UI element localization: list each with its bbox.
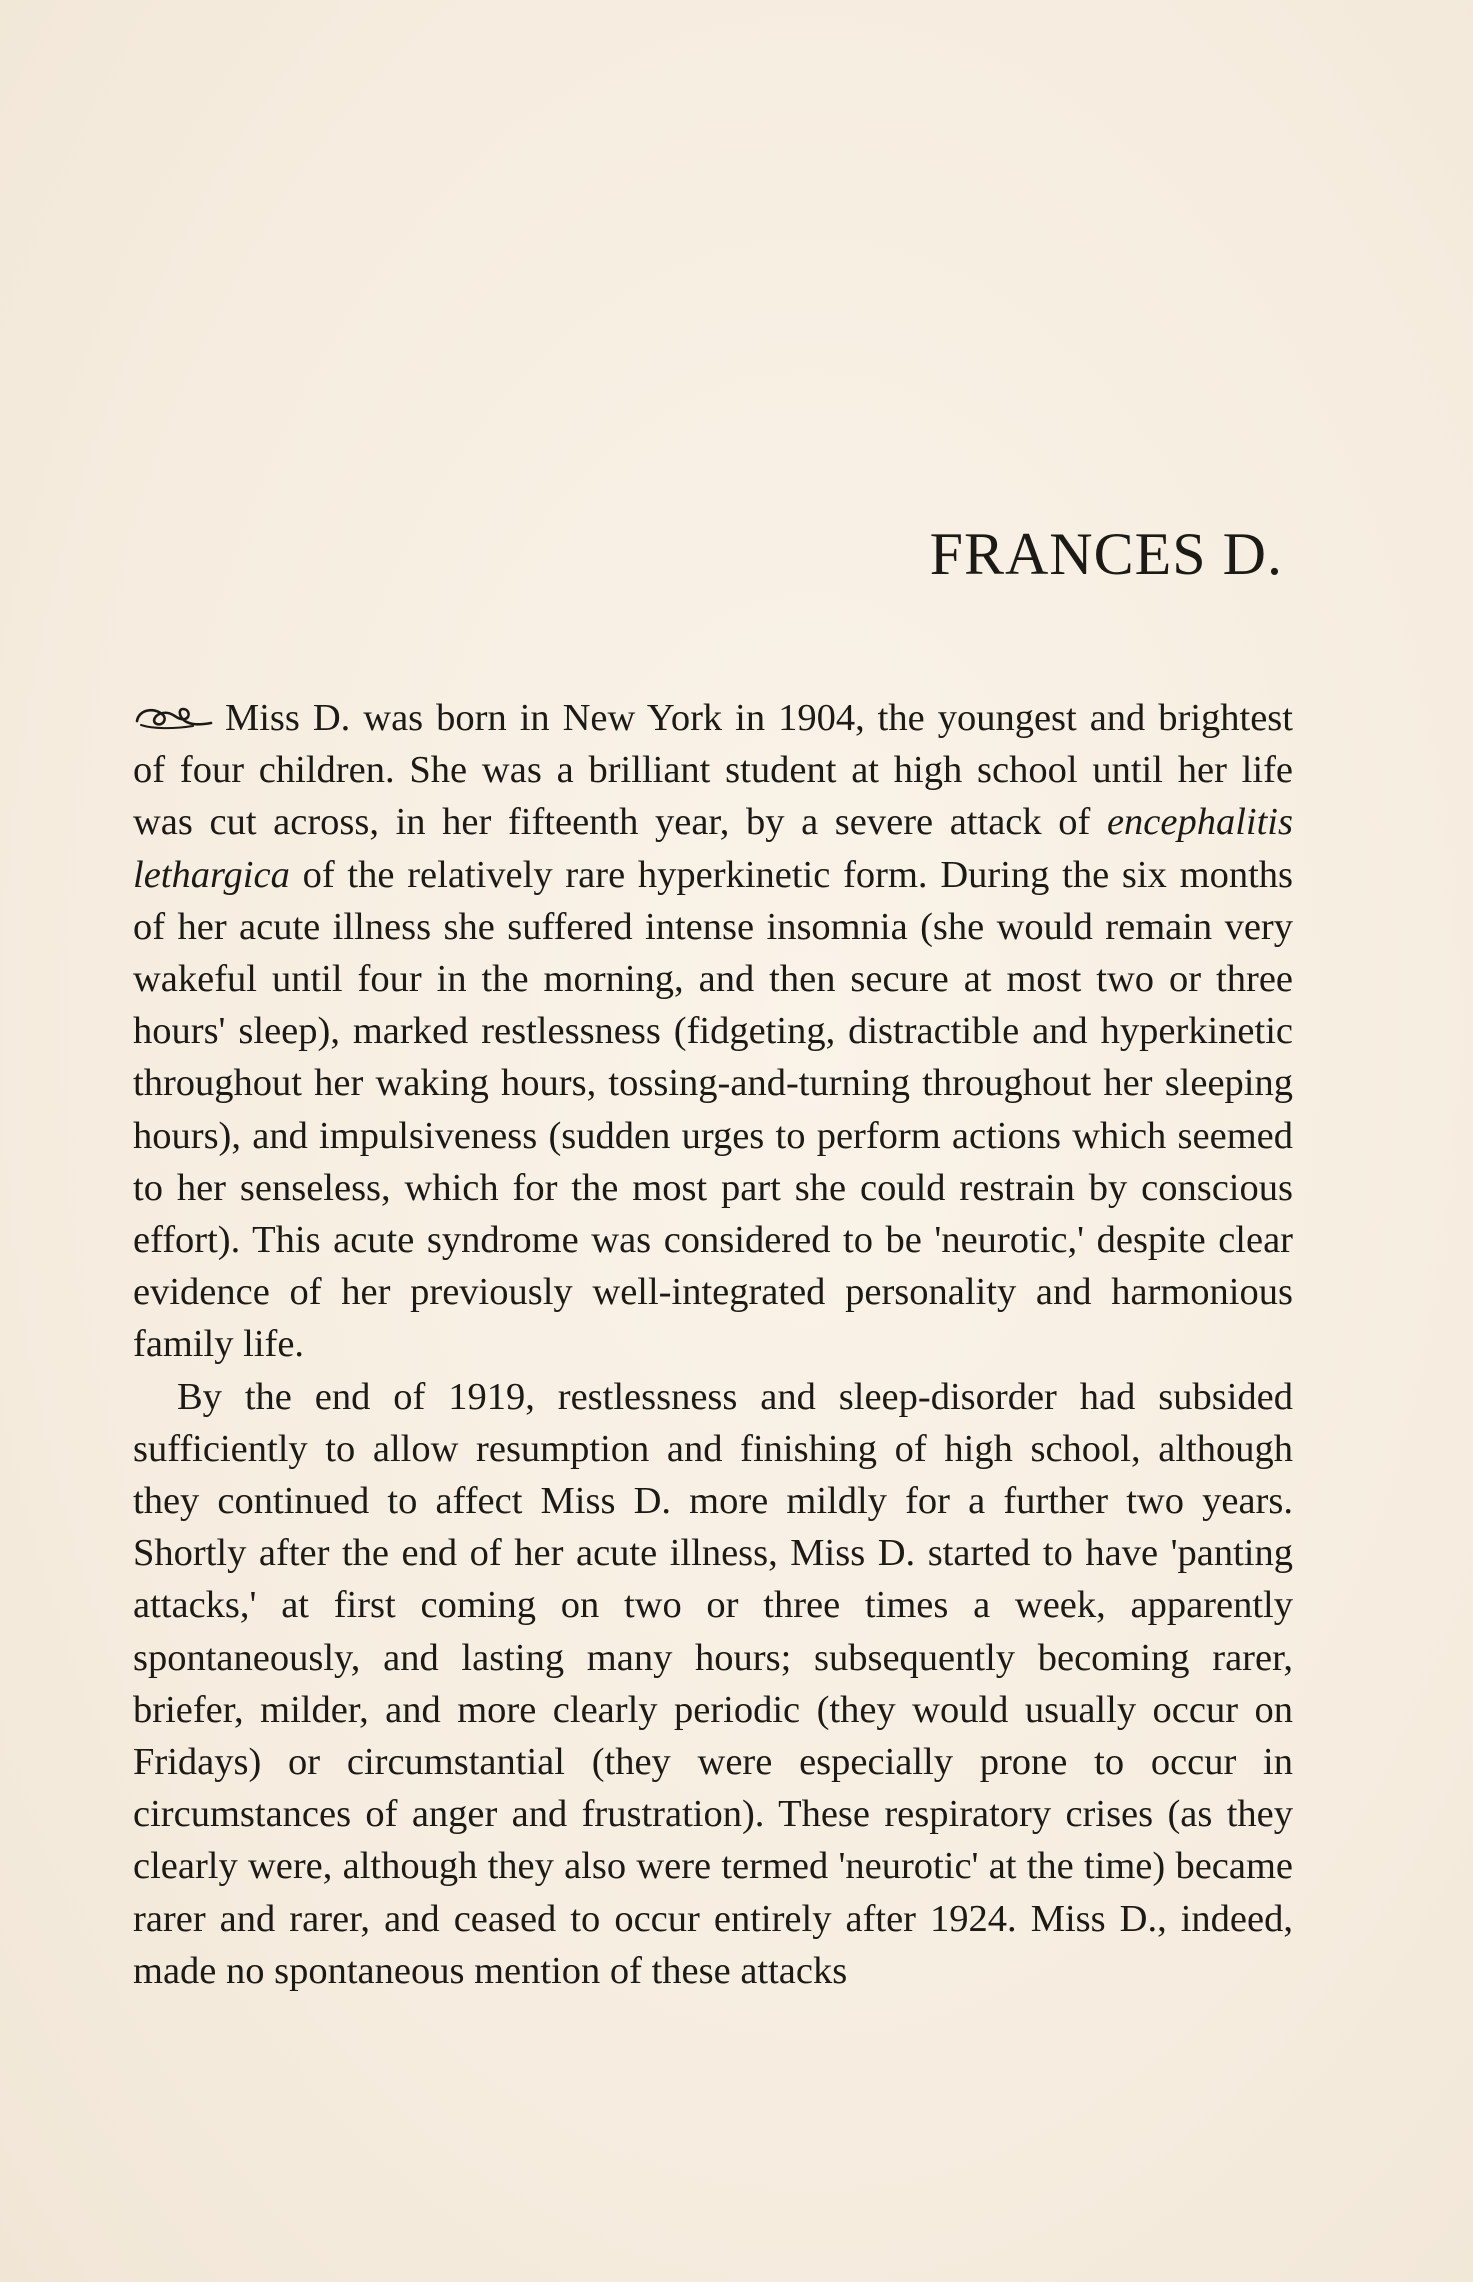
paragraph-1-text-a: Miss D. was born in New York in 1904, the youngest and brightest of four children. She was a brilliant student at high school until her life was cut across, in her fifteenth year, by a severe attack of	[133, 697, 1293, 844]
paragraph-2: By the end of 1919, restlessness and sleep-disorder had subsided sufficiently to allow resumption and finishing of high school, although they continued to affect Miss D. more mildly for a further two years. Shortly after the end of her acute illness, Miss D. started to have 'panting attacks,' at first coming on two or three times a week, apparently spontaneously, and lasting many hours; subsequently becoming rarer, briefer, milder, and more clearly periodic (they would usually occur on Fridays) or circumstantial (they were especially prone to occur in circumstances of anger and frustration). These respiratory crises (as they clearly were, although they also were termed 'neurotic' at the time) became rarer and rarer, and ceased to occur entirely after 1924. Miss D., indeed, made no spontaneous mention of these attacks	[133, 1375, 1293, 1992]
paragraph-1	[133, 692, 1293, 1371]
ornament-icon	[133, 699, 215, 733]
paragraph-1-text-b: of the relatively rare hyperkinetic form. During the six months of her acute illness she suffered intense insomnia (she would remain very wakeful until four in the morning, and then secure at most two or three hours' sleep), marked restlessness (fidgeting, distractible and hyperkinetic throughout her waking hours, tossing-and-turning throughout her sleeping hours), and impulsiveness (sudden urges to perform actions which seemed to her senseless, which for the most part she could restrain by conscious effort). This acute syndrome was considered to be 'neurotic,' despite clear evidence of her previously well-integrated personality and harmonious family life.	[133, 853, 1293, 1366]
body-text	[133, 692, 1293, 1997]
paragraph-1-italic: encephalitis lethargica	[133, 801, 1293, 896]
chapter-title: FRANCES D.	[929, 521, 1283, 587]
